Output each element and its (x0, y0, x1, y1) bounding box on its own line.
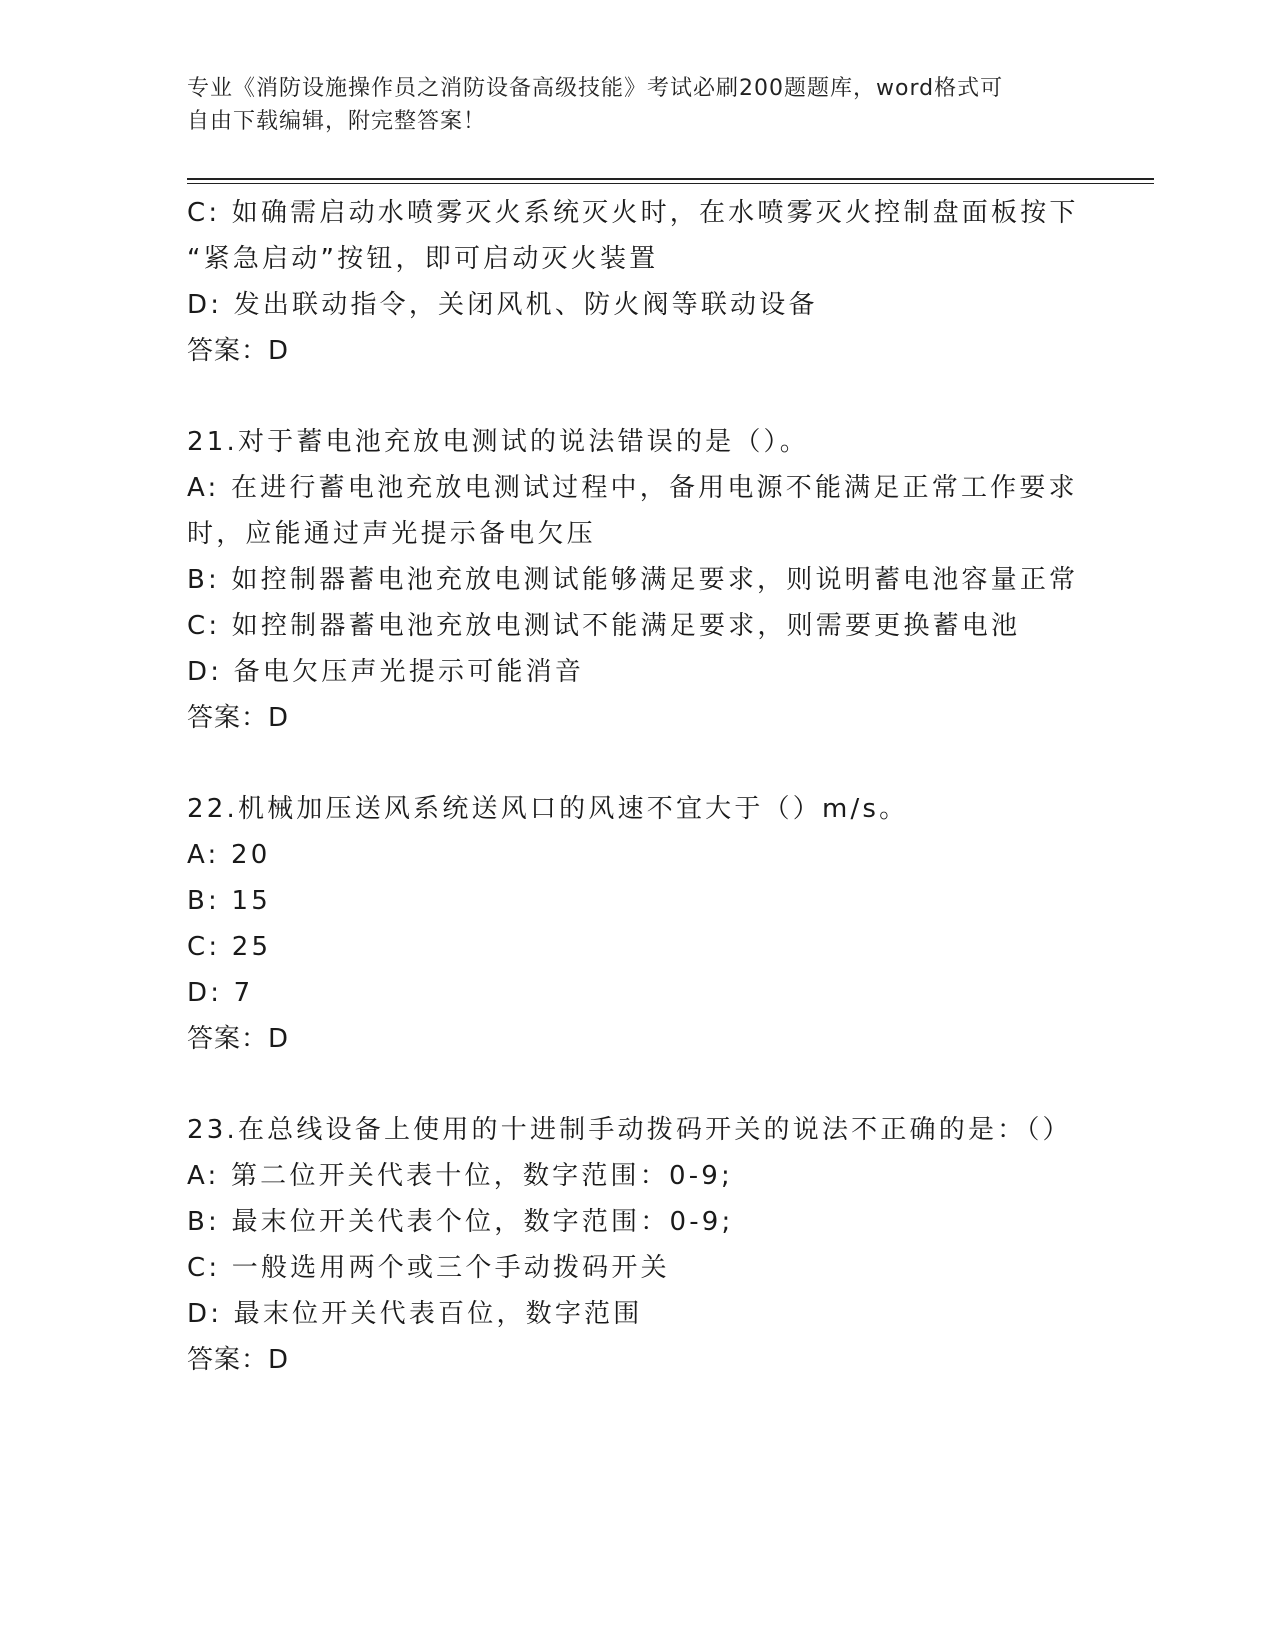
option-c: C: 如确需启动水喷雾灭火系统灭火时，在水喷雾灭火控制盘面板按下 (187, 198, 1079, 228)
answer: 答案：D (187, 336, 290, 366)
option-c: C: 25 (187, 932, 272, 962)
option-c-continued: “紧急启动”按钮，即可启动灭火装置 (187, 244, 659, 274)
question-stem: 23.在总线设备上使用的十进制手动拨码开关的说法不正确的是：（） (187, 1115, 1072, 1145)
question-fragment (187, 190, 1087, 374)
option-b: B: 如控制器蓄电池充放电测试能够满足要求，则说明蓄电池容量正常 (187, 565, 1079, 595)
option-a: A: 20 (187, 840, 271, 870)
spacer (187, 1062, 1087, 1107)
question-stem: 22.机械加压送风系统送风口的风速不宜大于（）m/s。 (187, 794, 909, 824)
question-22 (187, 786, 1087, 1062)
option-a-continued: 时，应能通过声光提示备电欠压 (187, 519, 596, 549)
answer: 答案：D (187, 1024, 290, 1054)
header-title-line-1: 专业《消防设施操作员之消防设备高级技能》考试必刷200题题库，word格式可 (187, 76, 1004, 101)
option-d: D: 备电欠压声光提示可能消音 (187, 657, 585, 687)
question-stem: 21.对于蓄电池充放电测试的说法错误的是（）。 (187, 427, 809, 457)
spacer (187, 741, 1087, 786)
option-a: A: 第二位开关代表十位，数字范围：0-9; (187, 1161, 733, 1191)
spacer (187, 374, 1087, 419)
answer: 答案：D (187, 1345, 290, 1375)
option-b: B: 最末位开关代表个位，数字范围：0-9; (187, 1207, 734, 1237)
question-21 (187, 419, 1087, 741)
question-content (187, 190, 1087, 1383)
header-divider-thin (187, 183, 1154, 184)
question-23 (187, 1107, 1087, 1383)
option-b: B: 15 (187, 886, 271, 916)
option-d: D: 最末位开关代表百位，数字范围 (187, 1299, 643, 1329)
option-d: D: 发出联动指令，关闭风机、防火阀等联动设备 (187, 290, 818, 320)
option-c: C: 一般选用两个或三个手动拨码开关 (187, 1253, 670, 1283)
option-c: C: 如控制器蓄电池充放电测试不能满足要求，则需要更换蓄电池 (187, 611, 1021, 641)
option-a: A: 在进行蓄电池充放电测试过程中，备用电源不能满足正常工作要求 (187, 473, 1078, 503)
page-header (187, 72, 1067, 138)
answer: 答案：D (187, 703, 290, 733)
option-d: D: 7 (187, 978, 254, 1008)
header-divider-thick (187, 178, 1154, 180)
header-title-line-2: 自由下载编辑，附完整答案！ (187, 109, 487, 134)
